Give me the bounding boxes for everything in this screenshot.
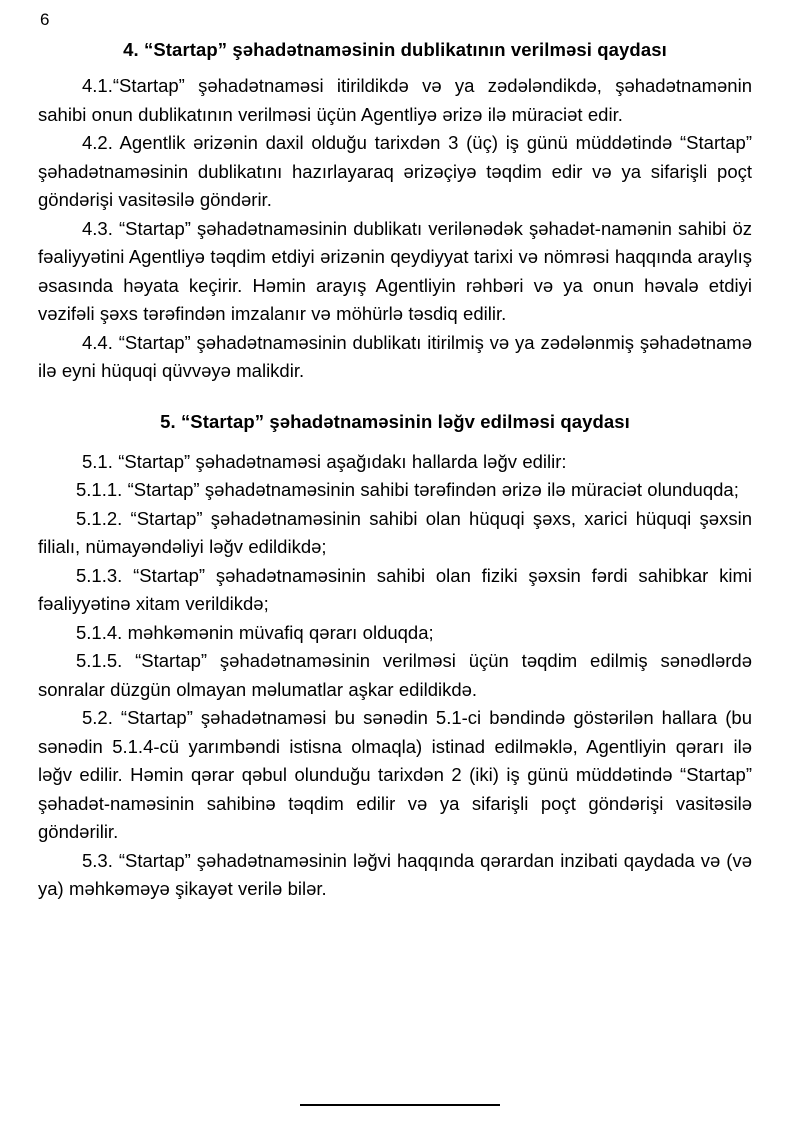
paragraph-5-2: 5.2. “Startap” şəhadətnaməsi bu sənədin 5.1-ci bəndində göstərilən hallara (bu sənədin 5.1.4-cü yarımbəndi istisna olmaqla) istinad edilməklə, Agentliyin qərarı ilə ləğv edilir. Həmin qərar qəbul olunduğu tarixdən 2 (iki) iş günü müddətində “Startap” şəhadət-naməsinin sahibinə təqdim edilir və ya sifarişli poçt göndərişi vasitəsilə göndərilir.: [38, 707, 752, 842]
paragraph-5-1-4: 5.1.4. məhkəmənin müvafiq qərarı olduqda;: [76, 621, 434, 643]
paragraph-5-1-2: 5.1.2. “Startap” şəhadətnaməsinin sahibi olan hüquqi şəxs, xarici hüquqi şəxsin filialı, nümayəndəliyi ləğv edildikdə;: [38, 507, 752, 557]
section-heading-4: 4. “Startap” şəhadətnaməsinin dublikatının verilməsi qaydası: [123, 39, 667, 60]
paragraph-4-2: 4.2. Agentlik ərizənin daxil olduğu tarixdən 3 (üç) iş günü müddətində “Startap” şəhadətnaməsinin dublikatını hazırlayaraq ərizəçiyə təqdim edir və ya sifarişli poçt göndərişi vasitəsilə göndərir.: [38, 132, 752, 210]
section-5-body: [38, 448, 752, 904]
section-4-body: [38, 72, 752, 386]
footer-divider-wrap: [0, 1093, 800, 1111]
page-number: 6: [40, 10, 50, 29]
paragraph-4-4: 4.4. “Startap” şəhadətnaməsinin dublikatı itirilmiş və ya zədələnmiş şəhadətnamə ilə eyni hüquqi qüvvəyə malikdir.: [38, 331, 752, 381]
paragraph-4-1: 4.1.“Startap” şəhadətnaməsi itirildikdə və ya zədələndikdə, şəhadətnamənin sahibi onun dublikatının verilməsi üçün Agentliyə ərizə ilə müraciət edir.: [38, 75, 752, 125]
paragraph-4-3: 4.3. “Startap” şəhadətnaməsinin dublikatı verilənədək şəhadət-namənin sahibi öz fəaliyyətini Agentliyə təqdim etdiyi ərizənin qeydiyyat tarixi və nömrəsi haqqında araylış əsasında həyata keçirir. Həmin arayış Agentliyin rəhbəri və ya onun həvalə etdiyi vəzifəli şəxs tərəfindən imzalanır və möhürlə təsdiq edilir.: [38, 217, 752, 324]
paragraph-5-1-5: 5.1.5. “Startap” şəhadətnaməsinin verilməsi üçün təqdim edilmiş sənədlərdə sonralar düzgün olmayan məlumatlar aşkar edildikdə.: [38, 650, 752, 700]
paragraph-5-1: 5.1. “Startap” şəhadətnaməsi aşağıdakı hallarda ləğv edilir:: [82, 450, 567, 472]
footer-divider: [300, 1104, 500, 1106]
section-heading-5: 5. “Startap” şəhadətnaməsinin ləğv edilməsi qaydası: [160, 410, 630, 432]
paragraph-5-3: 5.3. “Startap” şəhadətnaməsinin ləğvi haqqında qərardan inzibati qaydada və (və ya) məhkəməyə şikayət verilə bilər.: [38, 849, 752, 899]
paragraph-5-1-3: 5.1.3. “Startap” şəhadətnaməsinin sahibi olan fiziki şəxsin fərdi sahibkar kimi fəaliyyətinə xitam verildikdə;: [38, 564, 752, 614]
paragraph-5-1-1: 5.1.1. “Startap” şəhadətnaməsinin sahibi tərəfindən ərizə ilə müraciət olunduqda;: [76, 479, 739, 500]
